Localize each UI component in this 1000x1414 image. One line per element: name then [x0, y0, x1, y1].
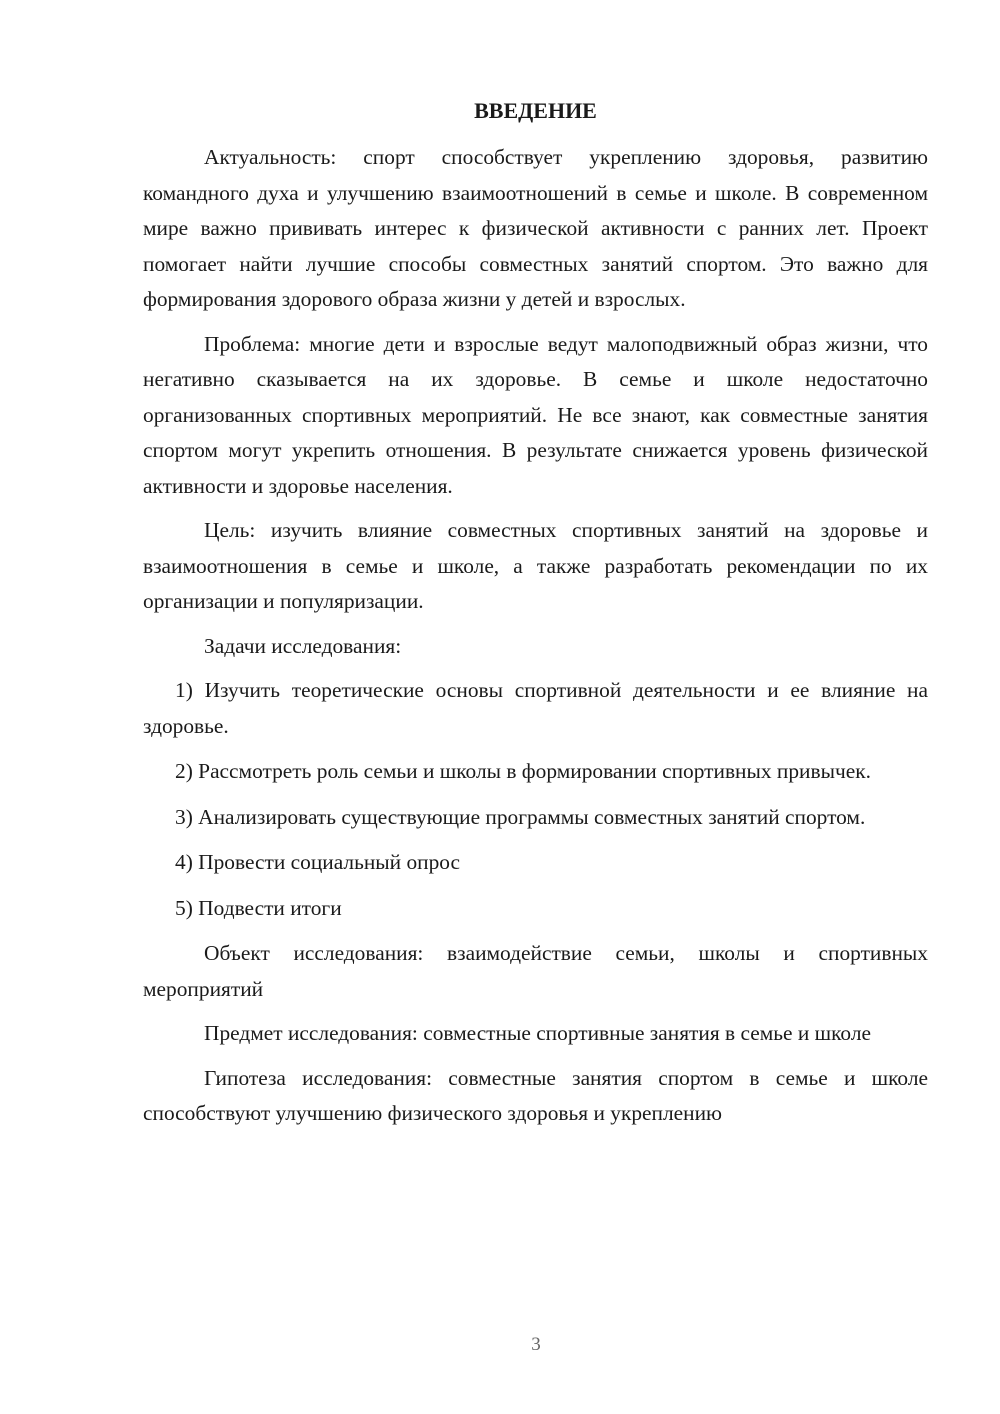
paragraph-problem: Проблема: многие дети и взрослые ведут малоподвижный образ жизни, что негативно сказывается на их здоровье. В семье и школе недостаточно организованных спортивных мероприятий. Не все знают, как совместные занятия спортом могут укрепить отношения. В результате снижается уровень физической активности и здоровье населения.: [143, 331, 928, 498]
document-page: [143, 96, 928, 1141]
paragraph-hypothesis: Гипотеза исследования: совместные занятия спортом в семье и школе способствуют улучшению физического здоровья и укреплению: [143, 1065, 928, 1125]
task-item-5: 5) Подвести итоги: [175, 895, 342, 920]
task-item-1: 1) Изучить теоретические основы спортивной деятельности и ее влияние на здоровье.: [143, 678, 928, 738]
paragraph-object: Объект исследования: взаимодействие семьи, школы и спортивных мероприятий: [143, 941, 928, 1001]
paragraph-subject: Предмет исследования: совместные спортивные занятия в семье и школе: [204, 1021, 871, 1045]
task-item-4: 4) Провести социальный опрос: [175, 850, 461, 874]
task-item-2: 2) Рассмотреть роль семьи и школы в формировании спортивных привычек.: [175, 759, 871, 783]
paragraph-relevance: Актуальность: спорт способствует укреплению здоровья, развитию командного духа и улучшению взаимоотношений в семье и школе. В современном мире важно прививать интерес к физической активности с ранних лет. Проект помогает найти лучшие способы совместных занятий спортом. Это важно для формирования здорового образа жизни у детей и взрослых.: [143, 145, 928, 311]
paragraph-goal: Цель: изучить влияние совместных спортивных занятий на здоровье и взаимоотношения в семье и школе, а также разработать рекомендации по их организации и популяризации.: [143, 518, 928, 613]
page-number: 3: [531, 1334, 541, 1355]
paragraph-tasks-title: Задачи исследования:: [204, 633, 402, 658]
task-item-3: 3) Анализировать существующие программы совместных занятий спортом.: [175, 804, 866, 829]
section-heading: ВВЕДЕНИЕ: [474, 98, 597, 123]
